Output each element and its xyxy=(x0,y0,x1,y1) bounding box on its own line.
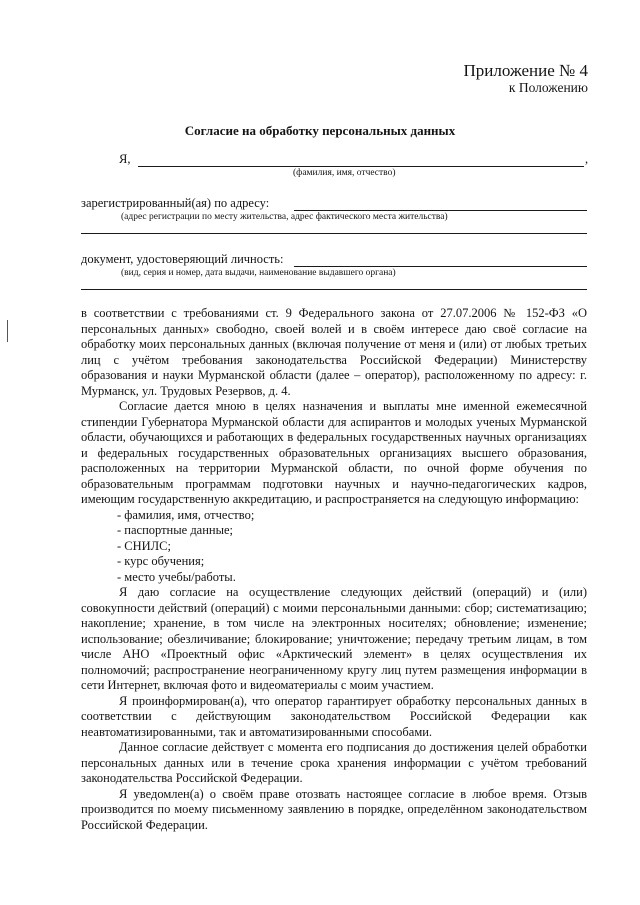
name-field-line[interactable] xyxy=(138,166,584,167)
name-label: Я, xyxy=(119,152,131,166)
consent-paragraph-1: в соответствии с требованиями ст. 9 Федерального закона от 27.07.2006 № 152-ФЗ «О персональных данных» свободно, своей волей и в своём интересе даю своё согласие на обработку моих персональных данных (включая получение от меня и (или) от любых третьих лиц с учётом требования законодательства Российской Федерации) Министерству образования и науки Мурманской области (далее – оператор), расположенному по адресу: г. Мурманск, ул. Трудовых Резервов, д. 4. xyxy=(81,306,587,398)
document-field-line[interactable] xyxy=(294,266,587,267)
address-hint: (адрес регистрации по месту жительства, адрес фактического места жительства) xyxy=(121,212,448,222)
document-field-line-2[interactable] xyxy=(81,289,587,290)
list-item-snils: - СНИЛС; xyxy=(117,538,171,553)
scan-margin-mark xyxy=(7,320,8,342)
list-item-passport: - паспортные данные; xyxy=(117,523,234,537)
consent-body xyxy=(81,306,587,833)
list-item-fio: - фамилия, имя, отчество; xyxy=(117,507,255,522)
consent-paragraph-guarantee: Я проинформирован(а), что оператор гарантирует обработку персональных данных в соответствии с действующим законодательством Российской Федерации как неавтоматизированными, так и автоматизированными способами. xyxy=(81,693,587,739)
consent-paragraph-actions: Я даю согласие на осуществление следующих действий (операций) и (или) совокупности действий (операций) с моими персональными данными: сбор; систематизацию; накопление; хранение, в том числе на электронных носителях; обновление; изменение; использование; обезличивание; блокирование; уничтожение; передачу третьим лицам, в том числе АНО «Проектный офис «Арктический элемент» в целях осуществления их полномочий; распространение неограниченному кругу лиц путем размещения информации в сети Интернет, включая фото и видеоматериалы с моим участием. xyxy=(81,585,587,692)
name-hint: (фамилия, имя, отчество) xyxy=(293,168,396,178)
consent-paragraph-2: Согласие дается мною в целях назначения и выплаты мне именной ежемесячной стипендии Губернатора Мурманской области для аспирантов и молодых ученых Мурманской области, обучающихся и работающих в федеральных государственных научных организациях и федеральных государственных образовательных организациях высшего образования, расположенных на территории Мурманской области, по очной форме обучения по образовательным программам подготовки научных и научно-педагогических кадров, имеющим государственную аккредитацию, и распространяется на следующую информацию: xyxy=(81,399,587,506)
list-item-workplace: - место учебы/работы. xyxy=(117,569,236,584)
appendix-reference: к Положению xyxy=(508,80,588,95)
document-title: Согласие на обработку персональных данных xyxy=(184,123,456,138)
document-label: документ, удостоверяющий личность: xyxy=(81,252,284,266)
address-label: зарегистрированный(ая) по адресу: xyxy=(81,196,270,210)
document-hint: (вид, серия и номер, дата выдачи, наименование выдавшего органа) xyxy=(121,268,396,278)
list-item-course: - курс обучения; xyxy=(117,554,205,568)
appendix-number: Приложение № 4 xyxy=(463,61,588,80)
consent-paragraph-revocation: Я уведомлен(а) о своём праве отозвать настоящее согласие в любое время. Отзыв производится по моему письменному заявлению в порядке, определённом законодательством Российской Федерации. xyxy=(81,786,587,832)
address-field-line[interactable] xyxy=(294,210,587,211)
name-end-comma: , xyxy=(585,152,589,166)
consent-paragraph-validity: Данное согласие действует с момента его подписания до достижения целей обработки персональных данных или в течение срока хранения информации с учётом требований законодательства Российской Федерации. xyxy=(81,740,587,785)
address-field-line-2[interactable] xyxy=(81,233,587,234)
